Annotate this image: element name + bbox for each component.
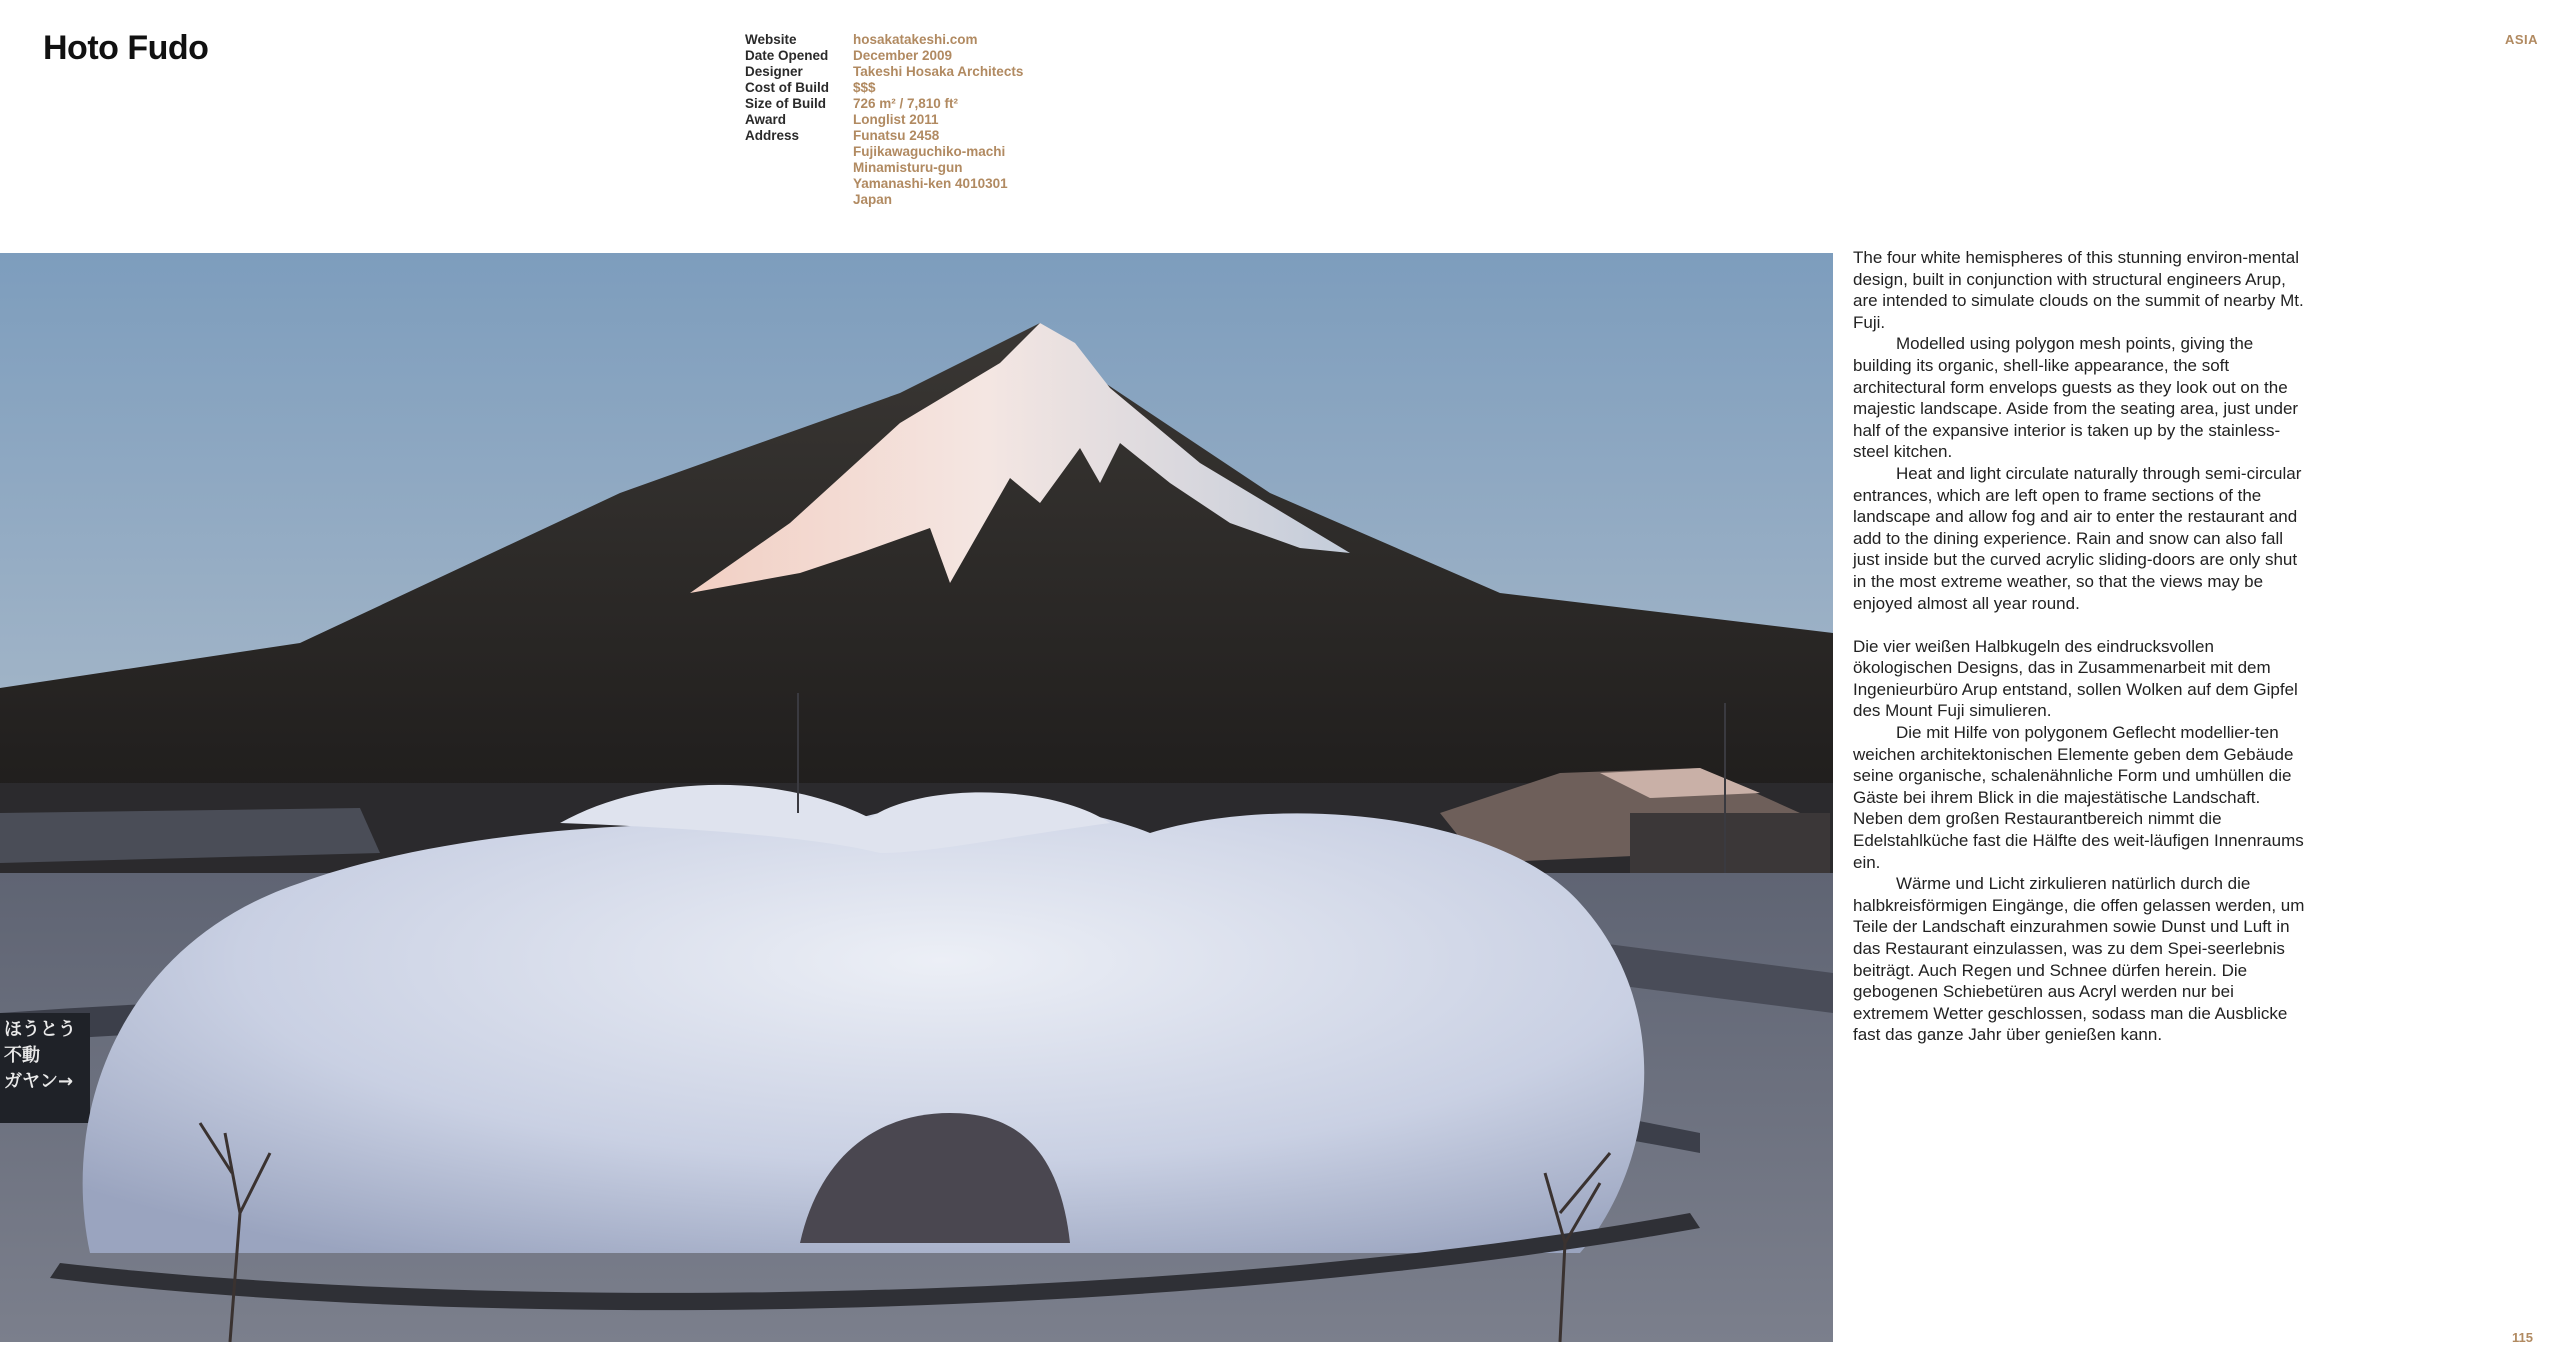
detail-label: Cost of Build: [745, 80, 829, 95]
paragraph-spacer: [1853, 614, 2313, 636]
address-line: Funatsu 2458: [853, 128, 940, 143]
sign-arrow-icon: →: [58, 1071, 74, 1092]
sign-text-2: 不動: [4, 1045, 40, 1066]
page-number: 115: [2512, 1330, 2533, 1345]
page-title: Hoto Fudo: [43, 29, 209, 67]
detail-value: Takeshi Hosaka Architects: [853, 64, 1024, 79]
german-paragraph: Die mit Hilfe von polygonem Geflecht modellier-ten weichen architektonischen Elemente geben dem Gebäude seine organische, schalenähnliche Form und umhüllen die Gäste bei ihrem Blick in die majestätische Landschaft. Neben dem großen Restaurantbereich nimmt die Edelstahlküche fast die Hälfte des weit-läufigen Innenraums ein.: [1853, 723, 2304, 872]
detail-label: Size of Build: [745, 96, 826, 111]
sign-text-3: ガヤン: [4, 1071, 58, 1092]
detail-value: 726 m² / 7,810 ft²: [853, 96, 959, 111]
address-line: Yamanashi-ken 4010301: [853, 176, 1008, 191]
detail-label: Date Opened: [745, 48, 829, 63]
region-label: ASIA: [2505, 32, 2539, 47]
detail-row-designer: [745, 64, 1023, 80]
english-paragraph: Heat and light circulate naturally through semi-circular entrances, which are left open to frame sections of the landscape and allow fog and air to enter the restaurant and add to the dining experience. Rain and snow can also fall just inside but the curved acrylic sliding-doors are only shut in the most extreme weather, so that the views may be enjoyed almost all year round.: [1853, 463, 2302, 613]
detail-value: $$$: [853, 80, 876, 95]
english-paragraph: The four white hemispheres of this stunning environ-mental design, built in conjunction with structural engineers Arup, are intended to simulate clouds on the summit of nearby Mt. Fuji.: [1853, 248, 2304, 332]
address-line: Minamisturu-gun: [853, 160, 963, 175]
address-lines: [853, 128, 1008, 208]
detail-row-size: [745, 96, 1023, 112]
address-line: Japan: [853, 192, 893, 207]
detail-label: Designer: [745, 64, 803, 79]
building-photo: [0, 253, 1833, 1342]
address-line: Fujikawaguchiko-machi: [853, 144, 1006, 159]
sign-text-1: ほうとう: [4, 1019, 76, 1040]
project-details: [745, 32, 1023, 208]
detail-label: Award: [745, 112, 787, 127]
article-body: [1853, 247, 2313, 1046]
detail-label: Address: [745, 128, 800, 143]
german-paragraph: Die vier weißen Halbkugeln des eindrucksvollen ökologischen Designs, das in Zusammenarbeit mit dem Ingenieurbüro Arup entstand, sollen Wolken auf dem Gipfel des Mount Fuji simulieren.: [1853, 636, 2298, 721]
detail-value: Longlist 2011: [853, 112, 939, 127]
detail-row-website: [745, 32, 1023, 48]
detail-value-website[interactable]: hosakatakeshi.com: [853, 32, 978, 47]
detail-row-address: [745, 128, 1023, 208]
detail-value: December 2009: [853, 48, 953, 63]
detail-row-award: [745, 112, 1023, 128]
german-paragraph: Wärme und Licht zirkulieren natürlich durch die halbkreisförmigen Eingänge, die offen gelassen werden, um Teile der Landschaft einzurahmen sowie Dunst und Luft in das Restaurant einzulassen, was zu dem Spei-seerlebnis beiträgt. Auch Regen und Schnee dürfen herein. Die gebogenen Schiebetüren aus Acryl werden nur bei extremem Wetter geschlossen, sodass man die Ausblicke fast das ganze Jahr über genießen kann.: [1853, 874, 2305, 1045]
detail-row-date-opened: [745, 48, 1023, 64]
detail-label: Website: [745, 32, 797, 47]
detail-row-cost: [745, 80, 1023, 96]
english-paragraph: Modelled using polygon mesh points, giving the building its organic, shell-like appearance, the soft architectural form envelops guests as they look out on the majestic landscape. Aside from the seating area, just under half of the expansive interior is taken up by the stainless-steel kitchen.: [1853, 334, 2299, 462]
